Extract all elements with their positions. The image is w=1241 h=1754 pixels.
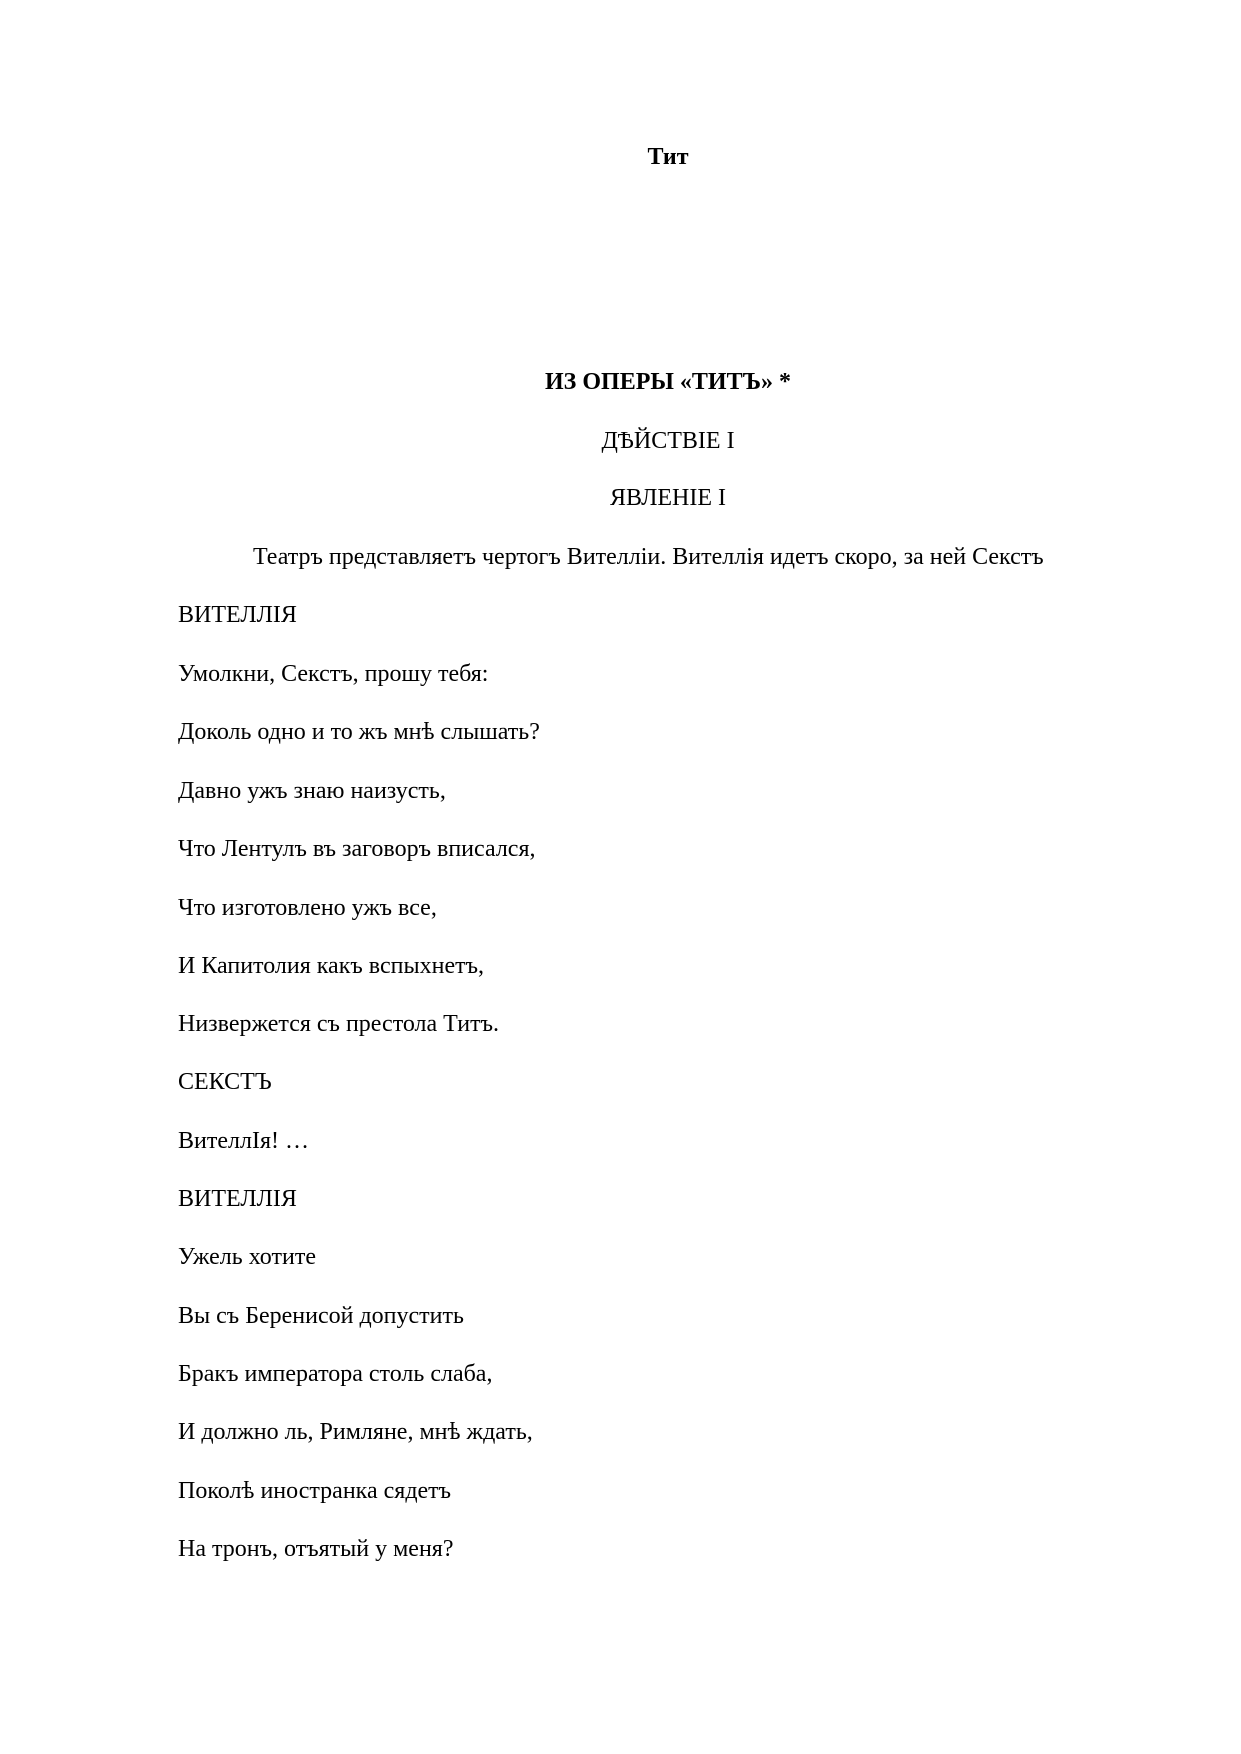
stage-direction: Театръ представляетъ чертогъ Вителліи. Вителлія идетъ скоро, за ней Секстъ xyxy=(253,544,1044,570)
verse-line: Что Лентулъ въ заговоръ вписался, xyxy=(178,836,536,862)
verse-line: Ужель хотите xyxy=(178,1244,316,1270)
verse-line: На тронъ, отъятый у меня? xyxy=(178,1536,454,1562)
verse-line: Что изготовлено ужъ все, xyxy=(178,895,437,921)
verse-line: Умолкни, Секстъ, прошу тебя: xyxy=(178,661,489,687)
speaker-name: ВИТЕЛЛІЯ xyxy=(178,1186,297,1212)
verse-line: Давно ужъ знаю наизусть, xyxy=(178,778,446,804)
verse-line: Низвержется съ престола Титъ. xyxy=(178,1011,499,1037)
verse-line: ВителлІя! … xyxy=(178,1128,309,1154)
page-header: Тит xyxy=(647,144,689,170)
verse-line: Бракъ императора столь слаба, xyxy=(178,1361,493,1387)
verse-line: И должно ль, Римляне, мнѣ ждать, xyxy=(178,1419,533,1445)
verse-line: И Капитолия какъ вспыхнетъ, xyxy=(178,953,484,979)
speaker-name: СЕКСТЪ xyxy=(178,1069,272,1095)
act-heading: ДѢЙСТВІЕ I xyxy=(601,428,735,454)
scene-heading: ЯВЛЕНІЕ I xyxy=(609,485,726,511)
speaker-name: ВИТЕЛЛІЯ xyxy=(178,602,297,628)
verse-line: Поколѣ иностранка сядетъ xyxy=(178,1478,452,1504)
verse-line: Доколь одно и то жъ мнѣ слышать? xyxy=(178,719,540,745)
verse-line: Вы съ Беренисой допустить xyxy=(178,1303,464,1329)
document-title: ИЗ ОПЕРЫ «ТИТЪ» * xyxy=(545,369,791,395)
